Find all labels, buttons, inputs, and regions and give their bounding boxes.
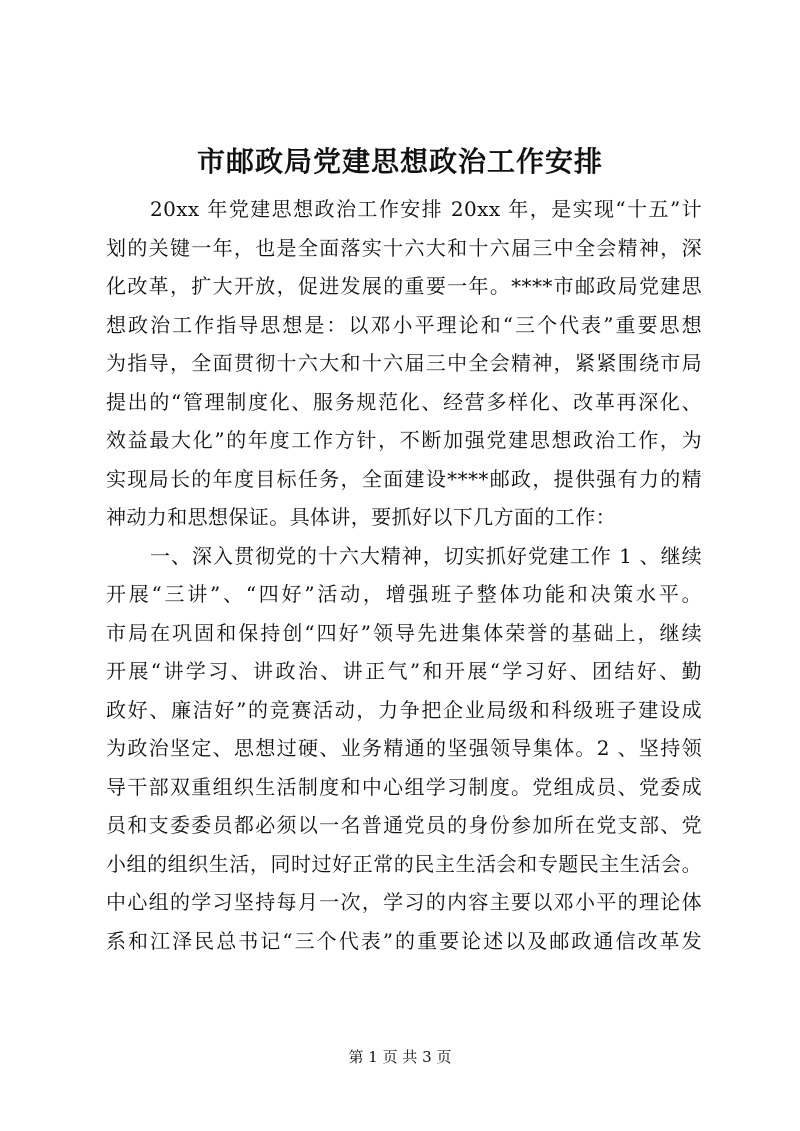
paragraph-2-line-10: 中心组的学习坚持每月一次，学习的内容主要以邓小平的理论体	[106, 890, 702, 914]
paragraph-2-line-9: 小组的组织生活，同时过好正常的民主生活会和专题民主生活会。	[106, 851, 702, 876]
paragraph-1-line-8: 实现局长的年度目标任务，全面建设****邮政，提供强有力的精	[106, 466, 702, 491]
paragraph-2-line-1: 一、深入贯彻党的十六大精神，切实抓好党建工作 1 、继续	[150, 543, 702, 568]
paragraph-1-line-1: 20xx 年党建思想政治工作安排 20xx 年，是实现“十五”计	[150, 197, 702, 221]
paragraph-1-line-4: 想政治工作指导思想是：以邓小平理论和“三个代表”重要思想	[106, 312, 702, 337]
paragraph-2-line-4: 开展“讲学习、讲政治、讲正气”和开展“学习好、团结好、勤	[106, 659, 702, 683]
paragraph-2-line-2: 开展“三讲”、“四好”活动，增强班子整体功能和决策水平。	[106, 582, 702, 606]
paragraph-2-line-3: 市局在巩固和保持创“四好”领导先进集体荣誉的基础上，继续	[106, 620, 702, 645]
paragraph-1-line-3: 化改革，扩大开放，促进发展的重要一年。****市邮政局党建思	[106, 274, 702, 298]
paragraph-1-line-2: 划的关键一年，也是全面落实十六大和十六届三中全会精神，深	[106, 235, 702, 260]
page-number-footer: 第 1 页 共 3 页	[348, 1048, 452, 1066]
document-title: 市邮政局党建思想政治工作安排	[196, 145, 603, 178]
paragraph-1-line-5: 为指导，全面贯彻十六大和十六届三中全会精神，紧紧围绕市局	[106, 351, 702, 375]
paragraph-2-line-8: 员和支委委员都必须以一名普通党员的身份参加所在党支部、党	[106, 813, 702, 837]
paragraph-1-line-6: 提出的“管理制度化、服务规范化、经营多样化、改革再深化、	[106, 389, 702, 414]
paragraph-1-line-9: 神动力和思想保证。具体讲，要抓好以下几方面的工作：	[106, 505, 616, 529]
paragraph-1-line-7: 效益最大化”的年度工作方针，不断加强党建思想政治工作，为	[106, 428, 702, 452]
document-body	[106, 190, 702, 960]
paragraph-2-line-11: 系和江泽民总书记“三个代表”的重要论述以及邮政通信改革发	[106, 928, 702, 953]
paragraph-2-line-7: 导干部双重组织生活制度和中心组学习制度。党组成员、党委成	[106, 774, 702, 799]
paragraph-2-line-5: 政好、廉洁好”的竞赛活动，力争把企业局级和科级班子建设成	[106, 697, 702, 722]
paragraph-2-line-6: 为政治坚定、思想过硬、业务精通的坚强领导集体。2 、坚持领	[106, 736, 702, 760]
